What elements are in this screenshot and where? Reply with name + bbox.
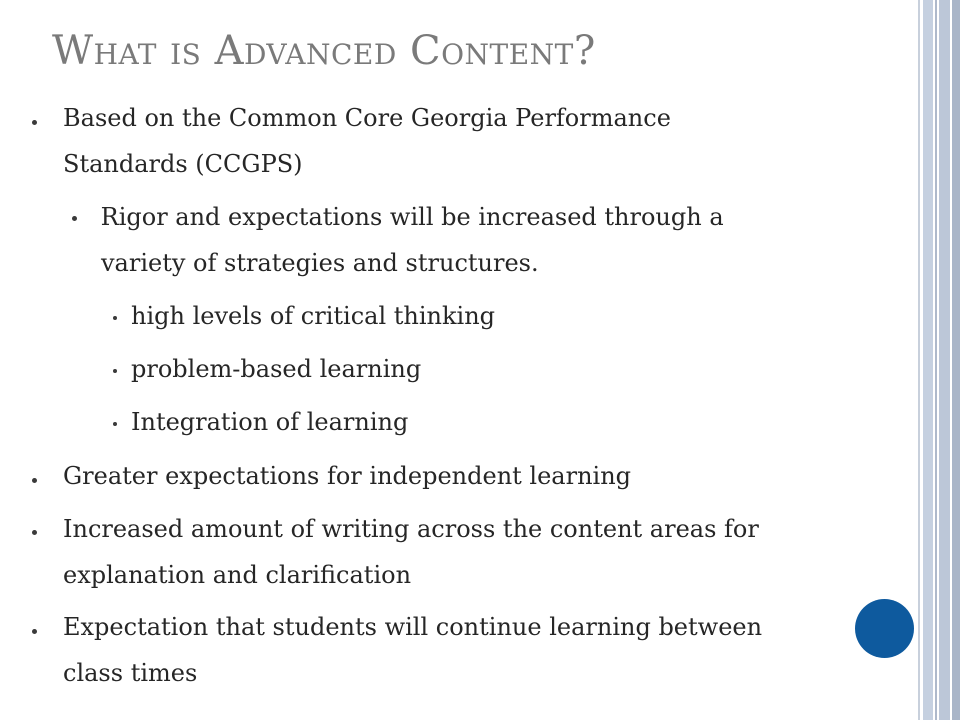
bullet-dot — [32, 530, 37, 535]
bullet-dot — [72, 216, 77, 221]
bullet-line: Greater expectations for independent learning — [63, 462, 632, 490]
decorative-edge-band — [952, 0, 960, 720]
bullet-line: problem-based learning — [131, 355, 422, 383]
decorative-edge-line — [918, 0, 920, 720]
slide-title: What is Advanced Content? — [52, 28, 596, 74]
decorative-circle — [855, 599, 914, 658]
bullet-line: Rigor and expectations will be increased through a — [93, 203, 724, 231]
bullet-line: variety of strategies and structures. — [101, 249, 539, 277]
bullet-dot — [113, 316, 117, 320]
bullet-line: Standards (CCGPS) — [63, 150, 303, 178]
bullet-dot — [32, 629, 37, 634]
bullet-dot — [113, 422, 117, 426]
bullet-line: high levels of critical thinking — [131, 302, 496, 330]
decorative-edge-band — [923, 0, 933, 720]
bullet-line: explanation and clarification — [63, 561, 412, 589]
decorative-edge-line — [935, 0, 937, 720]
bullet-dot — [32, 120, 37, 125]
bullet-dot — [113, 369, 117, 373]
bullet-line: Based on the Common Core Georgia Performance — [63, 104, 671, 132]
bullet-dot — [32, 478, 37, 483]
bullet-line: Integration of learning — [131, 408, 409, 436]
decorative-edge-band — [939, 0, 950, 720]
bullet-line: Expectation that students will continue learning between — [63, 613, 763, 641]
bullet-line: class times — [63, 659, 198, 687]
bullet-line: Increased amount of writing across the content areas for — [63, 515, 759, 543]
